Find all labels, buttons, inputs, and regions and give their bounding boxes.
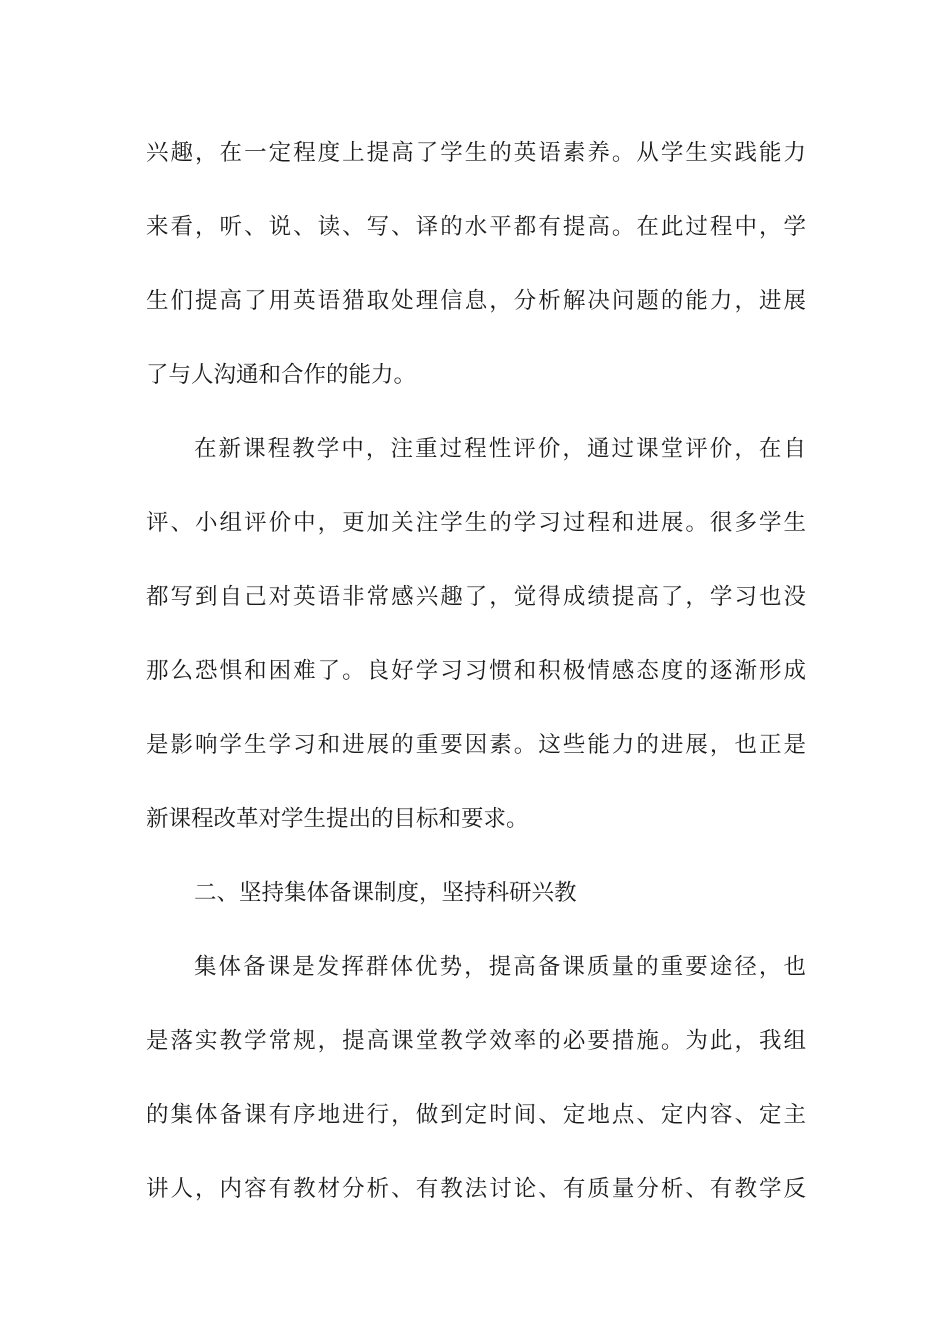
- paragraph-line: 都写到自己对英语非常感兴趣了，觉得成绩提高了，学习也没: [146, 584, 806, 610]
- paragraph-line: 来看，听、说、读、写、译的水平都有提高。在此过程中，学: [146, 214, 806, 240]
- paragraph-line: 是影响学生学习和进展的重要因素。这些能力的进展，也正是: [146, 732, 806, 758]
- paragraph-line: 那么恐惧和困难了。良好学习习惯和积极情感态度的逐渐形成: [146, 658, 806, 684]
- paragraph-line: 集体备课是发挥群体优势，提高备课质量的重要途径，也: [194, 954, 806, 980]
- paragraph-line: 是落实教学常规，提高课堂教学效率的必要措施。为此，我组: [146, 1028, 806, 1054]
- paragraph-line: 讲人，内容有教材分析、有教法讨论、有质量分析、有教学反: [146, 1176, 806, 1202]
- paragraph-line: 生们提高了用英语猎取处理信息，分析解决问题的能力，进展: [146, 288, 806, 314]
- paragraph-line: 新课程改革对学生提出的目标和要求。: [146, 806, 529, 832]
- paragraph-line: 兴趣，在一定程度上提高了学生的英语素养。从学生实践能力: [146, 140, 806, 166]
- paragraph-line: 的集体备课有序地进行，做到定时间、定地点、定内容、定主: [146, 1102, 806, 1128]
- paragraph-line: 评、小组评价中，更加关注学生的学习过程和进展。很多学生: [146, 510, 806, 536]
- section-heading: 二、坚持集体备课制度，坚持科研兴教: [194, 880, 577, 906]
- paragraph-line: 在新课程教学中，注重过程性评价，通过课堂评价，在自: [194, 436, 806, 462]
- paragraph-line: 了与人沟通和合作的能力。: [146, 362, 417, 388]
